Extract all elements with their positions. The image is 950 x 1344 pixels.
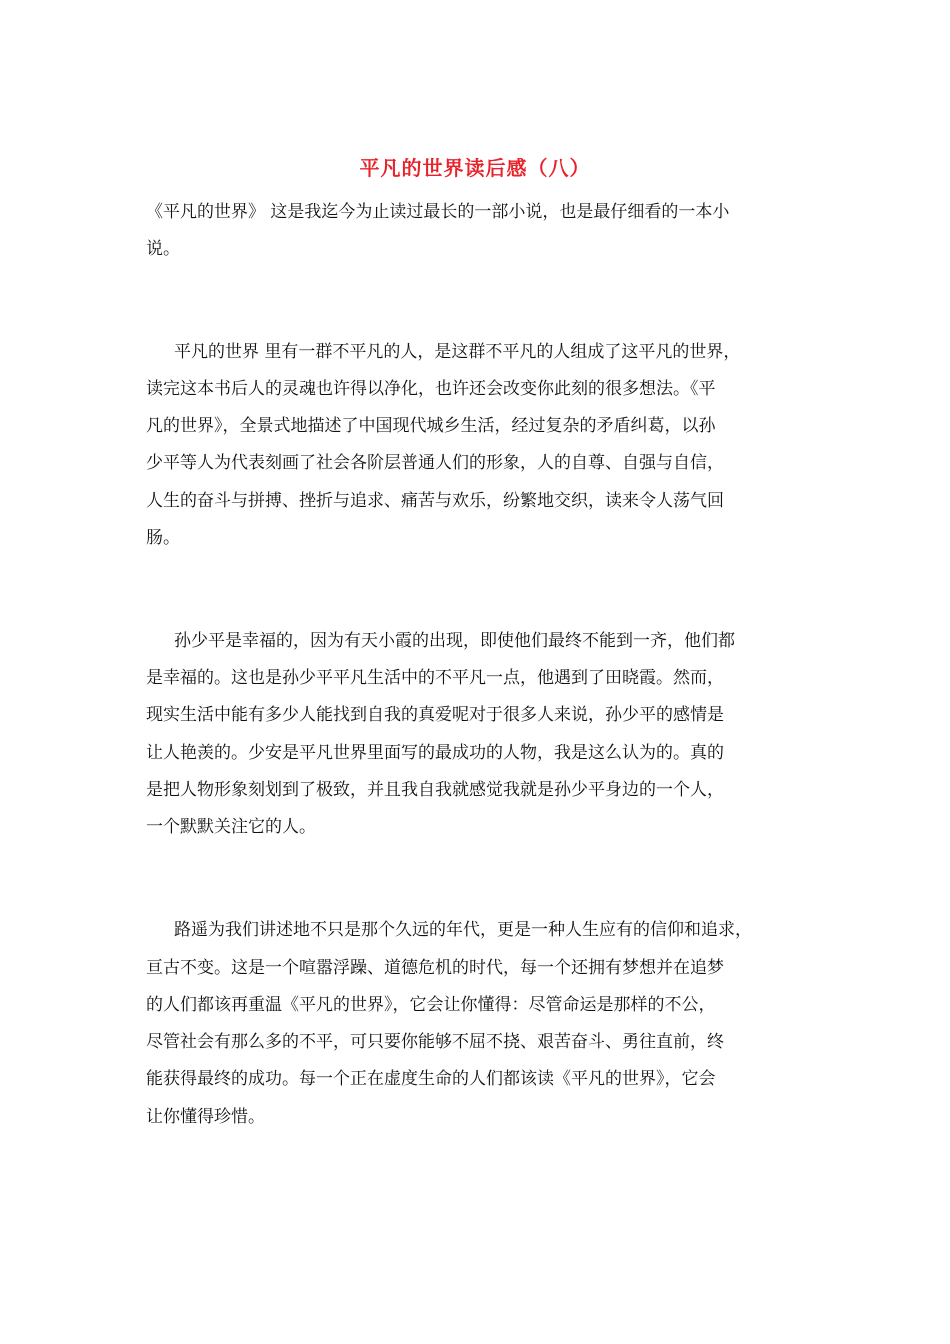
paragraph-2-line-4: 少平等人为代表刻画了社会各阶层普通人们的形象，人的自尊、自强与自信， [146, 453, 724, 473]
paragraph-2-line-2: 读完这本书后人的灵魂也许得以净化，也许还会改变你此刻的很多想法。《平 [146, 379, 716, 399]
paragraph-3-line-1: 孙少平是幸福的，因为有天小霞的出现，即使他们最终不能到一齐，他们都 [174, 631, 735, 651]
paragraph-3-line-4: 让人艳羡的。少安是平凡世界里面写的最成功的人物，我是这么认为的。真的 [146, 743, 724, 763]
paragraph-3-line-3: 现实生活中能有多少人能找到自我的真爱呢对于很多人来说，孙少平的感情是 [146, 705, 724, 725]
paragraph-4-line-1: 路遥为我们讲述地不只是那个久远的年代，更是一种人生应有的信仰和追求， [174, 920, 752, 940]
paragraph-2-line-5: 人生的奋斗与拼搏、挫折与追求、痛苦与欢乐，纷繁地交织，读来令人荡气回 [146, 491, 724, 511]
paragraph-4-line-2: 亘古不变。这是一个喧嚣浮躁、道德危机的时代，每一个还拥有梦想并在追梦 [146, 958, 724, 978]
paragraph-2-line-1: 平凡的世界 里有一群不平凡的人，是这群不平凡的人组成了这平凡的世界， [174, 342, 741, 362]
paragraph-4-line-3: 的人们都该再重温《平凡的世界》，它会让你懂得：尽管命运是那样的不公， [146, 995, 716, 1015]
document-title: 平凡的世界读后感（八） [359, 156, 591, 180]
paragraph-1-line-2: 说。 [146, 239, 180, 259]
paragraph-2-line-3: 凡的世界》，全景式地描述了中国现代城乡生活，经过复杂的矛盾纠葛，以孙 [146, 416, 716, 436]
paragraph-3-line-6: 一个默默关注它的人。 [146, 817, 316, 837]
paragraph-2-line-6: 肠。 [146, 528, 180, 548]
paragraph-3-line-5: 是把人物形象刻划到了极致，并且我自我就感觉我就是孙少平身边的一个人， [146, 780, 724, 800]
paragraph-4-line-5: 能获得最终的成功。每一个正在虚度生命的人们都该读《平凡的世界》，它会 [146, 1069, 716, 1089]
paragraph-4-line-6: 让你懂得珍惜。 [146, 1107, 265, 1127]
paragraph-4-line-4: 尽管社会有那么多的不平，可只要你能够不屈不挠、艰苦奋斗、勇往直前，终 [146, 1032, 724, 1052]
paragraph-1-line-1: 《平凡的世界》 这是我迄今为止读过最长的一部小说，也是最仔细看的一本小 [146, 202, 730, 222]
paragraph-3-line-2: 是幸福的。这也是孙少平平凡生活中的不平凡一点，他遇到了田晓霞。然而， [146, 668, 724, 688]
